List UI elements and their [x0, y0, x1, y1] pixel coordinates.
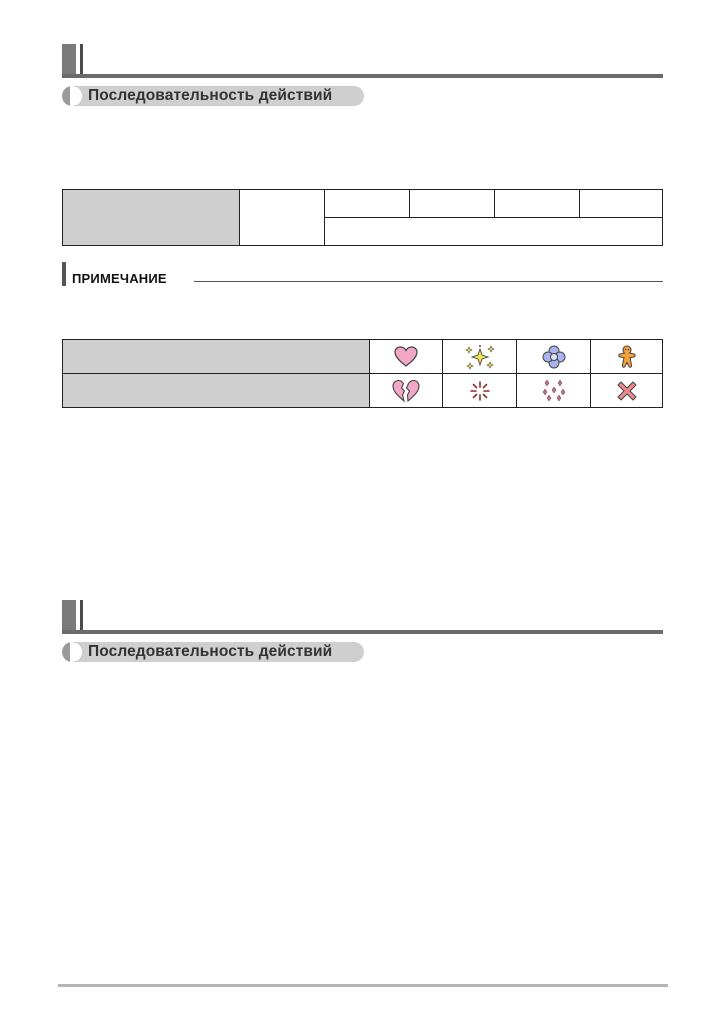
- x-mark-icon: [617, 381, 637, 401]
- table-cell: [325, 190, 410, 218]
- table-cell: [240, 190, 325, 246]
- procedure-label-2: [62, 642, 364, 662]
- section-marker: [62, 44, 76, 74]
- footer-rule: [58, 984, 668, 987]
- heart-icon: [394, 346, 418, 368]
- broken-heart-icon: [391, 379, 421, 403]
- table-cell: [410, 190, 495, 218]
- note-label: ПРИМЕЧАНИЕ: [72, 271, 167, 286]
- procedure-label-text: Последовательность действий: [88, 87, 333, 104]
- section-rule: [62, 74, 663, 78]
- scattered-sparkles-icon: [541, 379, 567, 403]
- flower-icon: [542, 345, 566, 369]
- icon-table: [62, 339, 663, 408]
- procedure-label-1: [62, 86, 364, 106]
- note-marker: [62, 262, 66, 286]
- table-cell: [325, 218, 663, 246]
- gingerbread-man-icon: [617, 345, 637, 369]
- table-cell-shaded: [63, 190, 240, 246]
- burst-icon: [469, 380, 491, 402]
- section-header-1: [62, 44, 663, 78]
- note-heading: [62, 262, 663, 286]
- sparkle-star-icon: [465, 344, 495, 370]
- note-rule: [194, 281, 663, 282]
- settings-table: [62, 189, 663, 246]
- table-cell: [580, 190, 663, 218]
- table-cell-shaded: [63, 374, 370, 408]
- table-cell-shaded: [63, 340, 370, 374]
- table-cell: [495, 190, 580, 218]
- section-rule: [62, 630, 663, 634]
- section-marker: [62, 600, 76, 630]
- section-header-2: [62, 600, 663, 634]
- procedure-label-text: Последовательность действий: [88, 643, 333, 660]
